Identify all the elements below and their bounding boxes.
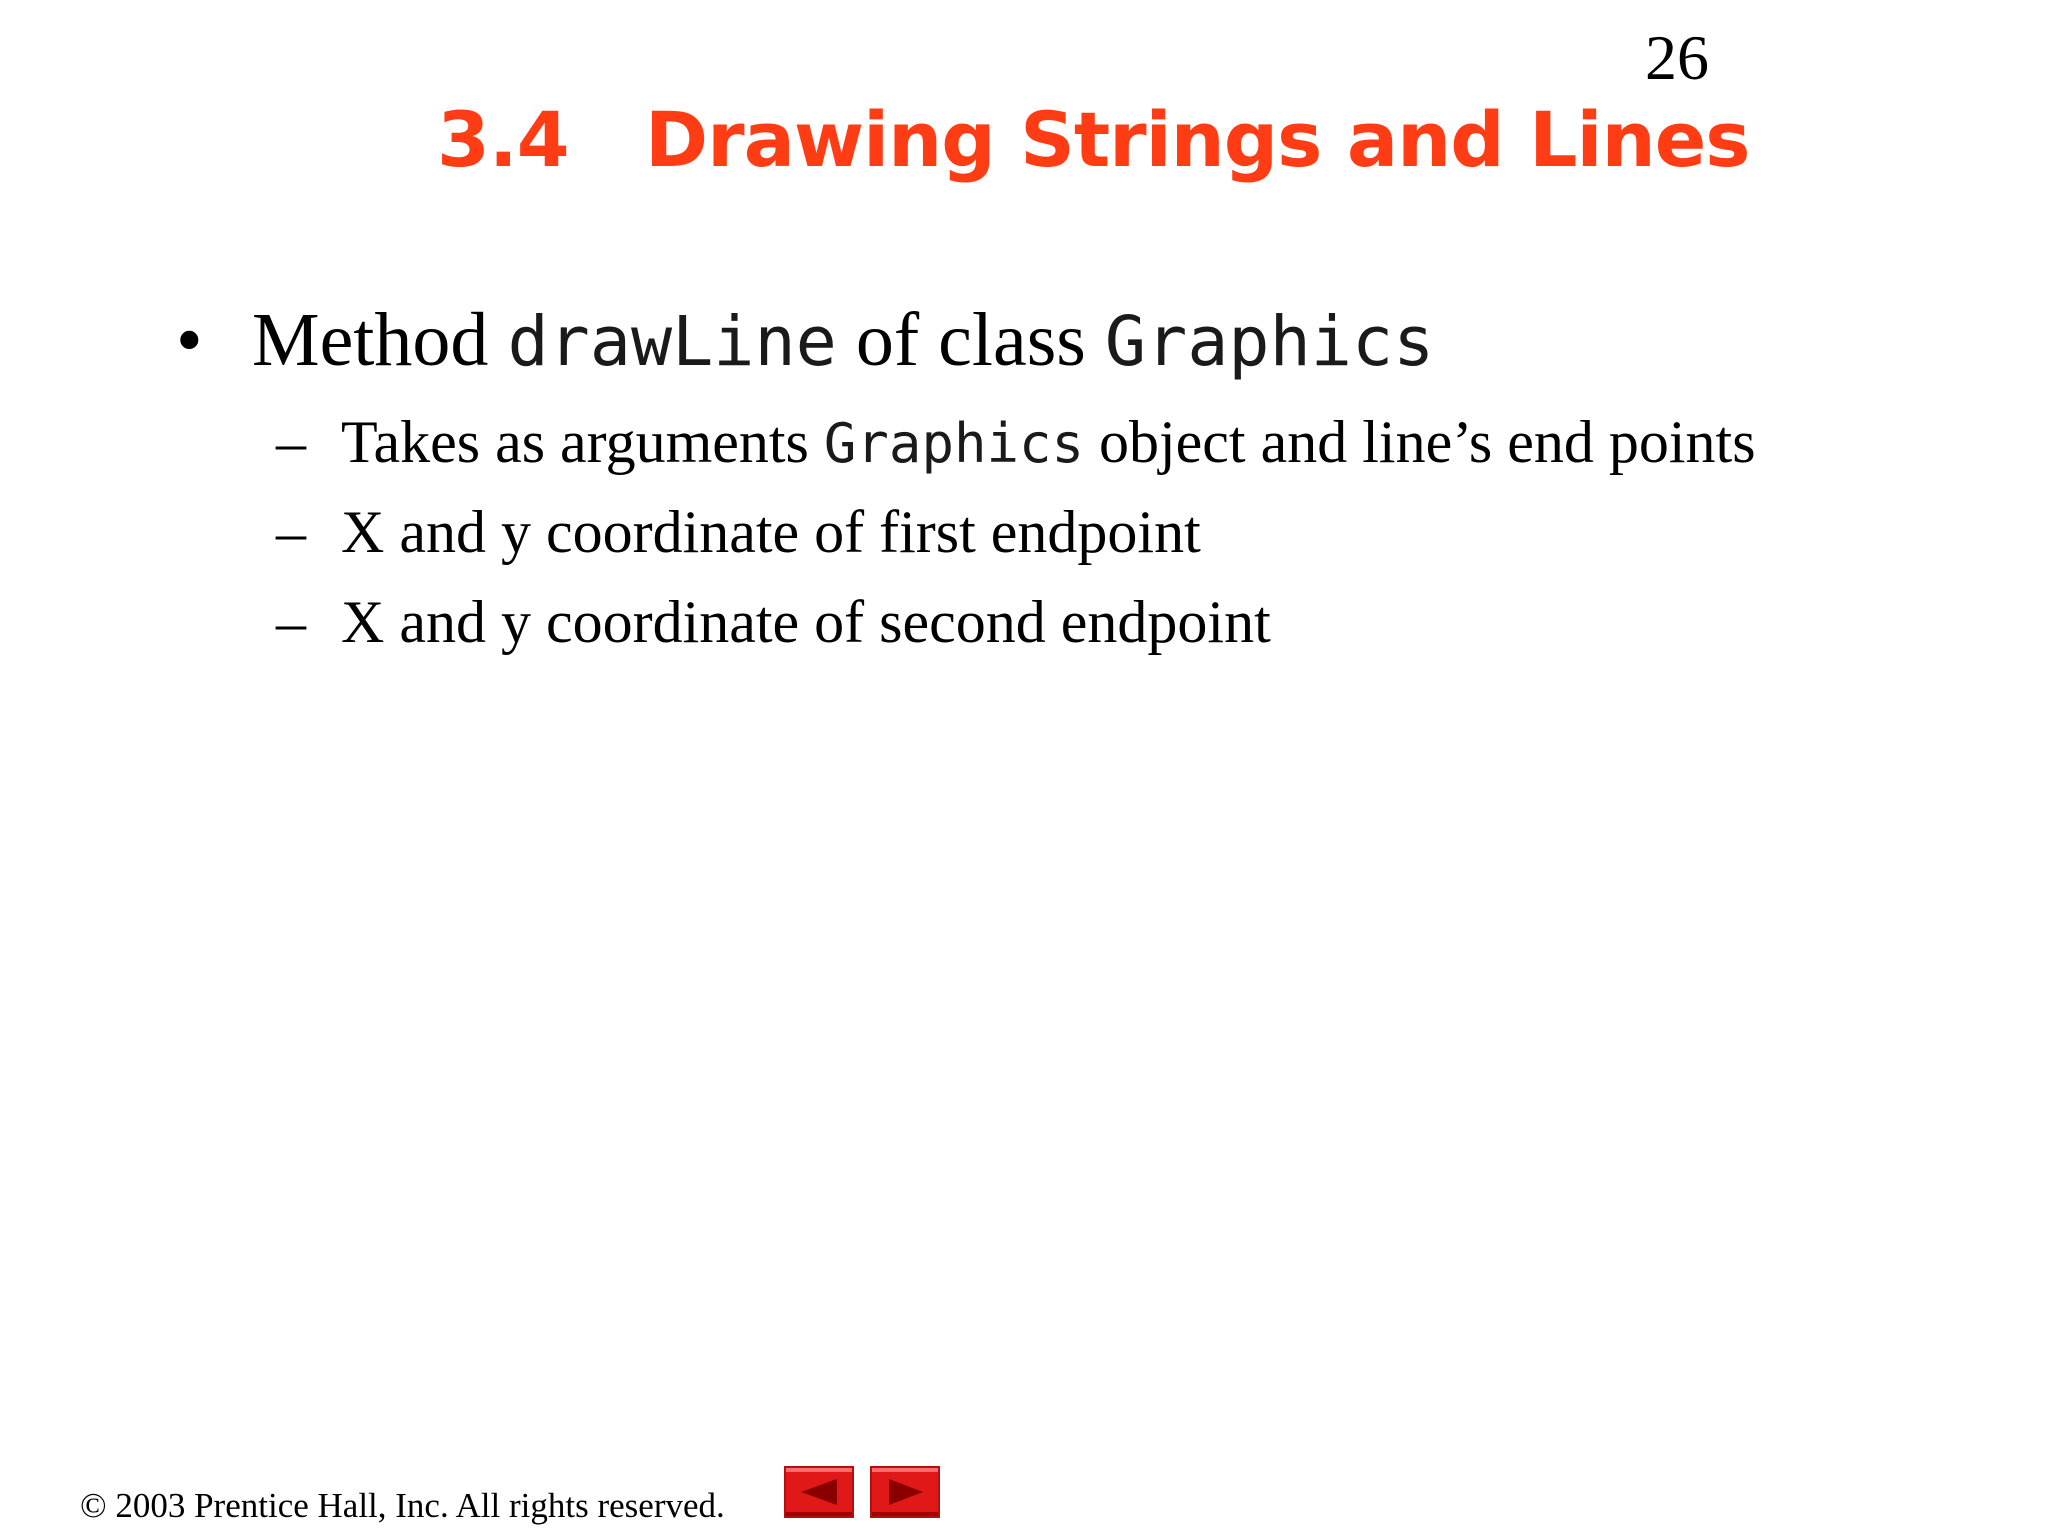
title-text: Drawing Strings and Lines (645, 95, 1750, 184)
right-triangle-icon (881, 1477, 929, 1507)
bullet-main-code-2: Graphics (1104, 303, 1435, 382)
sub-bullet-2-text: X and y coordinate of first endpoint (341, 499, 1201, 565)
sub-bullet-2 (276, 492, 1201, 572)
bullet-main-code-1: drawLine (507, 303, 837, 382)
sub-bullet-dash: – (276, 589, 306, 655)
copyright-footer: © 2003 Prentice Hall, Inc. All rights reserved. (80, 1486, 725, 1525)
sub-bullet-1 (276, 402, 1756, 484)
sub-bullet-3 (276, 582, 1271, 662)
bullet-main-text-1: Method (252, 298, 508, 382)
sub-bullet-1-text-1: Takes as arguments (341, 409, 824, 475)
left-triangle-icon (795, 1477, 843, 1507)
title-section-number: 3.4 (437, 95, 569, 184)
page-number: 26 (1645, 22, 1709, 93)
bullet-dot: • (176, 298, 203, 382)
sub-bullet-1-text-2: object and line’s end points (1084, 409, 1756, 475)
sub-bullet-1-code: Graphics (823, 412, 1084, 475)
previous-slide-button[interactable] (784, 1466, 854, 1518)
next-slide-button[interactable] (870, 1466, 940, 1518)
slide-title (437, 92, 1750, 188)
bullet-main-text-2: of class (836, 298, 1105, 382)
sub-bullet-dash: – (276, 499, 306, 565)
sub-bullet-dash: – (276, 409, 306, 475)
bullet-main (176, 292, 1434, 391)
sub-bullet-3-text: X and y coordinate of second endpoint (341, 589, 1271, 655)
